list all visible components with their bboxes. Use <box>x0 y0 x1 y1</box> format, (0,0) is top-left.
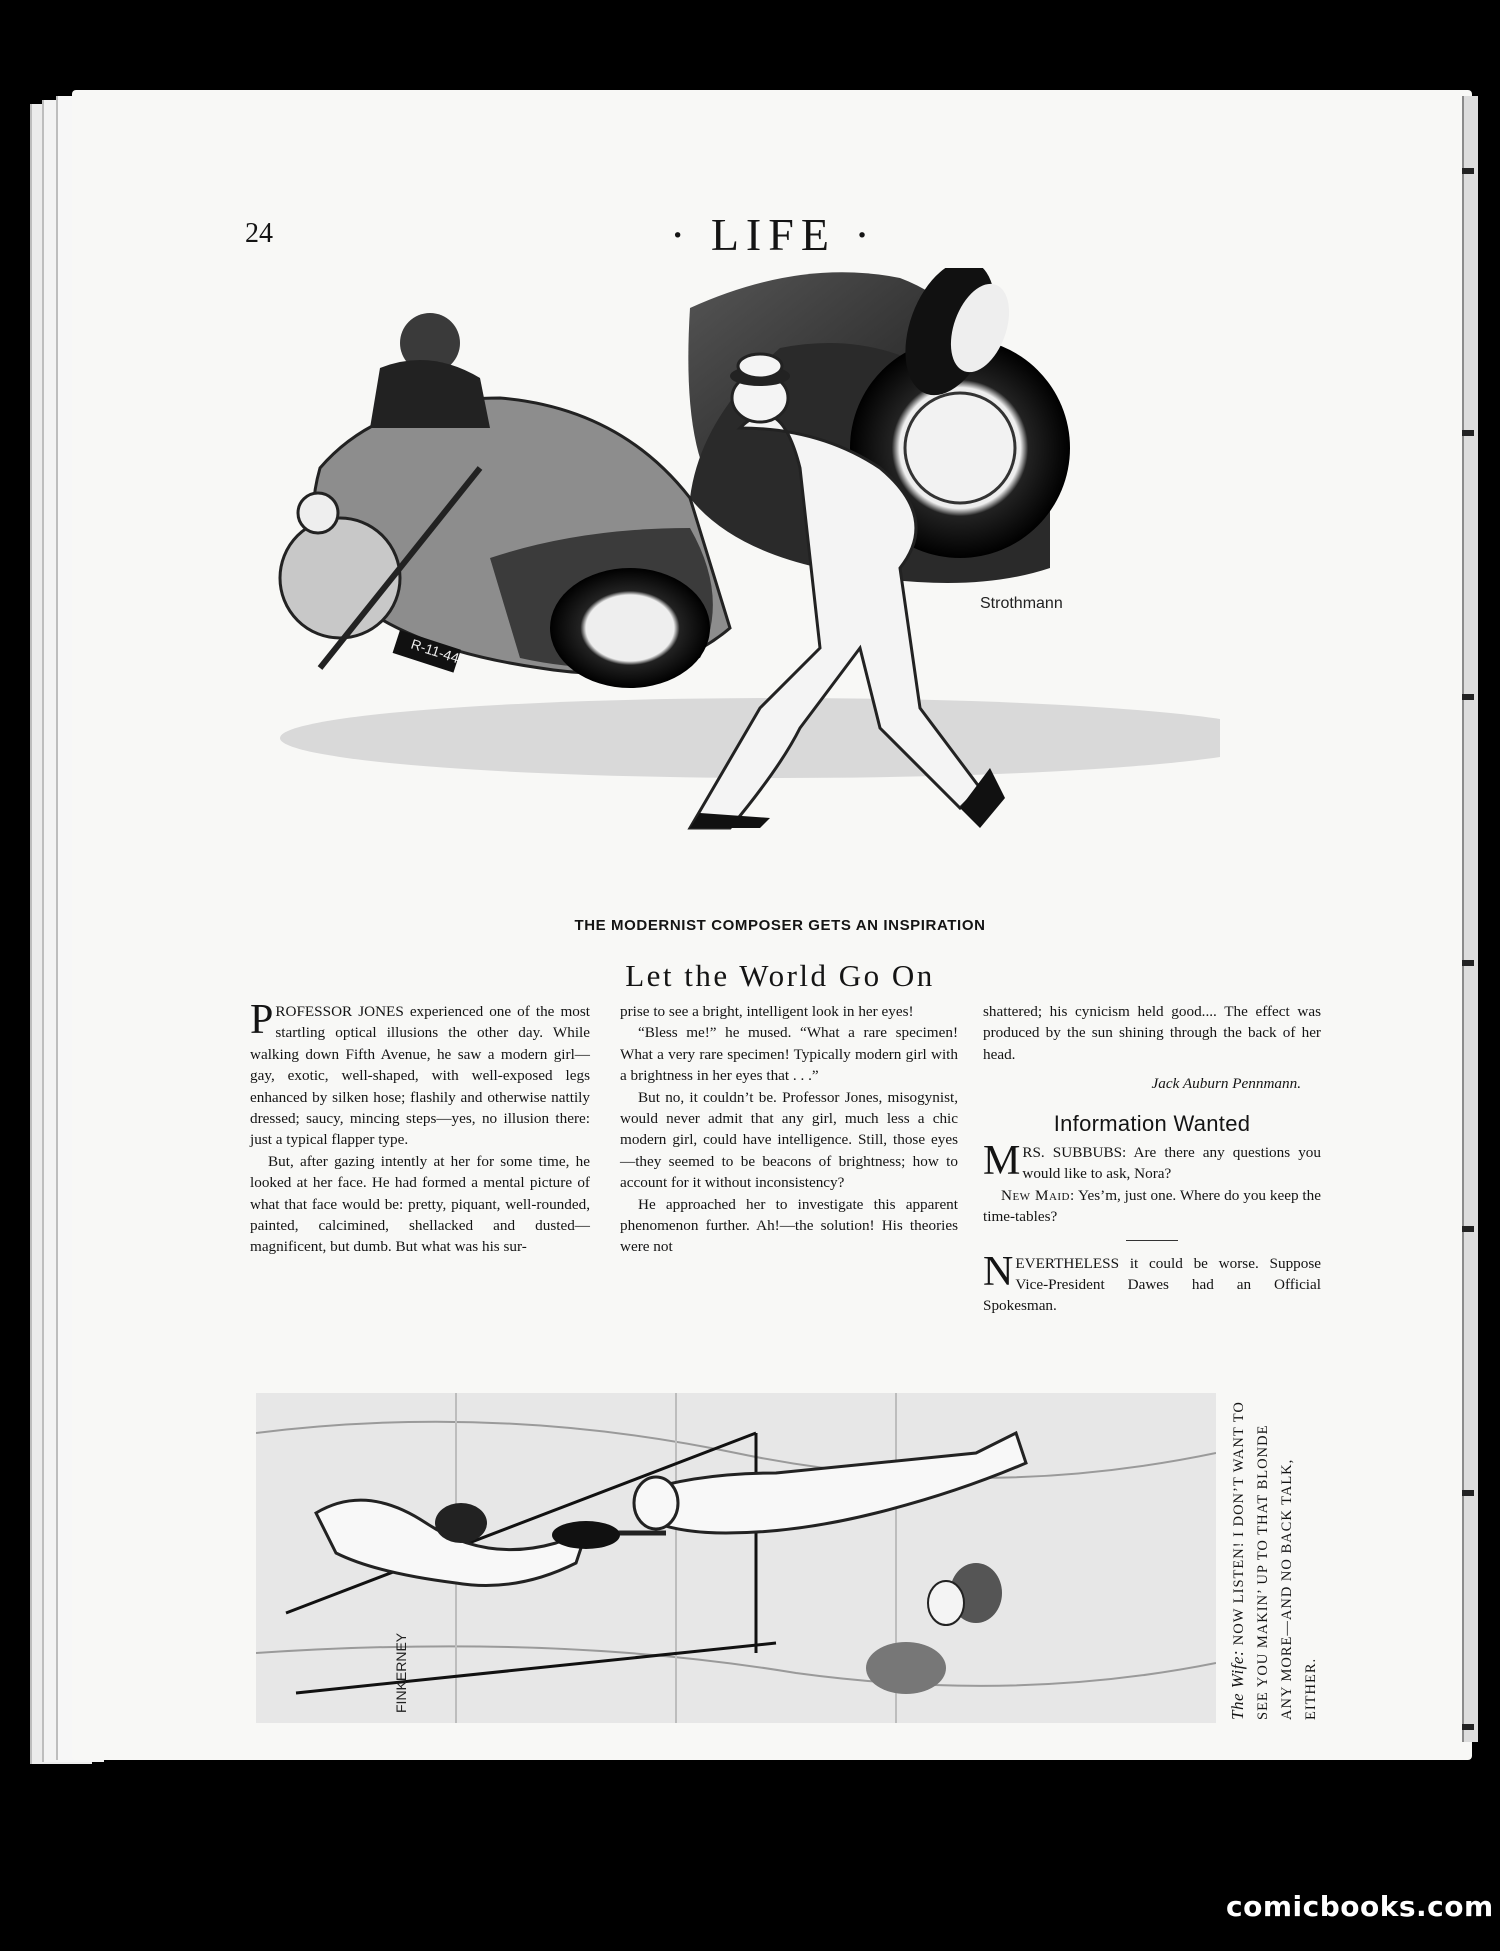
article-headline: Let the World Go On <box>625 958 935 993</box>
page-number: 24 <box>245 218 273 249</box>
binding-mark <box>1462 168 1474 174</box>
drop-cap: P <box>250 997 274 1043</box>
drop-cap: M <box>983 1138 1021 1185</box>
article-column <box>983 1001 1321 1317</box>
front-wheel <box>550 568 710 688</box>
article-paragraph: But, after gazing intently at her for some time, he looked at her face. He had formed a mental picture of what that face would be: pretty, piquant, well-rounded, painted, calcimined, shellacked and dusted—magnificent, but dumb. But what was his sur- <box>250 1152 590 1256</box>
watermark: comicbooks.com <box>1226 1890 1494 1923</box>
artist-signature: FINKERNEY <box>393 1632 409 1713</box>
binding-mark <box>1462 1490 1474 1496</box>
nevertheless-paragraph: NEVERTHELESS it could be worse. Suppose Vice-President Dawes had an Official Spokesman. <box>983 1248 1321 1315</box>
caption-speaker: The Wife: <box>1228 1649 1247 1720</box>
author-byline: Jack Auburn Pennmann. <box>1151 1075 1301 1093</box>
section-divider <box>1126 1240 1178 1241</box>
mouth-grip <box>552 1521 620 1549</box>
binding-mark <box>1462 430 1474 436</box>
shoe <box>690 813 770 828</box>
article-column <box>620 1001 958 1258</box>
info-wanted-title: Information Wanted <box>1053 1110 1251 1136</box>
headlamp <box>280 518 400 638</box>
illustration-caption: THE MODERNIST COMPOSER GETS AN INSPIRATION <box>574 917 986 934</box>
cartoon-caption <box>1226 1400 1376 1720</box>
article-paragraph: But no, it couldn’t be. Professor Jones, misogynist, would never admit that any girl, much less a chic modern girl, could have intelligence. Still, those eyes—they seemed to be beacons of brightness; how to account for it without inconsistency? <box>620 1088 958 1192</box>
acrobat-man-head <box>634 1477 678 1529</box>
elephant-figure <box>866 1642 946 1694</box>
binding-mark <box>1462 1226 1474 1232</box>
acrobat-woman-hair <box>435 1503 487 1543</box>
plate-number: R-11-44 <box>409 635 462 667</box>
binding-mark <box>1462 694 1474 700</box>
binding-mark <box>1462 1724 1474 1730</box>
article-paragraph: “Bless me!” he mused. “What a rare specimen! What a very rare specimen! Typically modern girl with a brightness in her eyes that . . .” <box>620 1024 958 1085</box>
article-paragraph: PROFESSOR JONES experienced one of the most startling optical illusions the other day. While walking down Fifth Avenue, he saw a modern girl—gay, exotic, well-shaped, with well-exposed legs enhanced by silken hose; flashily and otherwise nattily dressed; saucy, mincing steps—yes, no illusion there: just a typical flapper type. <box>250 997 590 1149</box>
article-paragraph: shattered; his cynicism held good.... The effect was produced by the sun shining through the back of her head. <box>983 1003 1321 1063</box>
drop-cap: N <box>983 1248 1014 1295</box>
artist-signature: Strothmann <box>980 595 1063 612</box>
car-crash-illustration <box>260 268 1220 918</box>
binding-mark <box>1462 960 1474 966</box>
trapeze-illustration <box>256 1393 1216 1723</box>
article-paragraph: He approached her to investigate this apparent phenomenon further. Ah!—the solution! His theories were not <box>620 1195 958 1256</box>
masthead-title: · LIFE · <box>670 209 877 260</box>
dialogue-line: New Maid: Yes’m, just one. Where do you keep the time-tables? <box>983 1186 1321 1226</box>
article-column <box>250 997 590 1258</box>
caption-text: NOW LISTEN! I DON’T WANT TO SEE YOU MAKIN’ UP TO THAT BLONDE ANY MORE—AND NO BACK TALK, EITHER. <box>1231 1401 1319 1720</box>
article-paragraph: prise to see a bright, intelligent look in her eyes! <box>620 1003 914 1020</box>
dialogue-line: MRS. SUBBUBS: Are there any questions you would like to ask, Nora? <box>983 1138 1321 1185</box>
